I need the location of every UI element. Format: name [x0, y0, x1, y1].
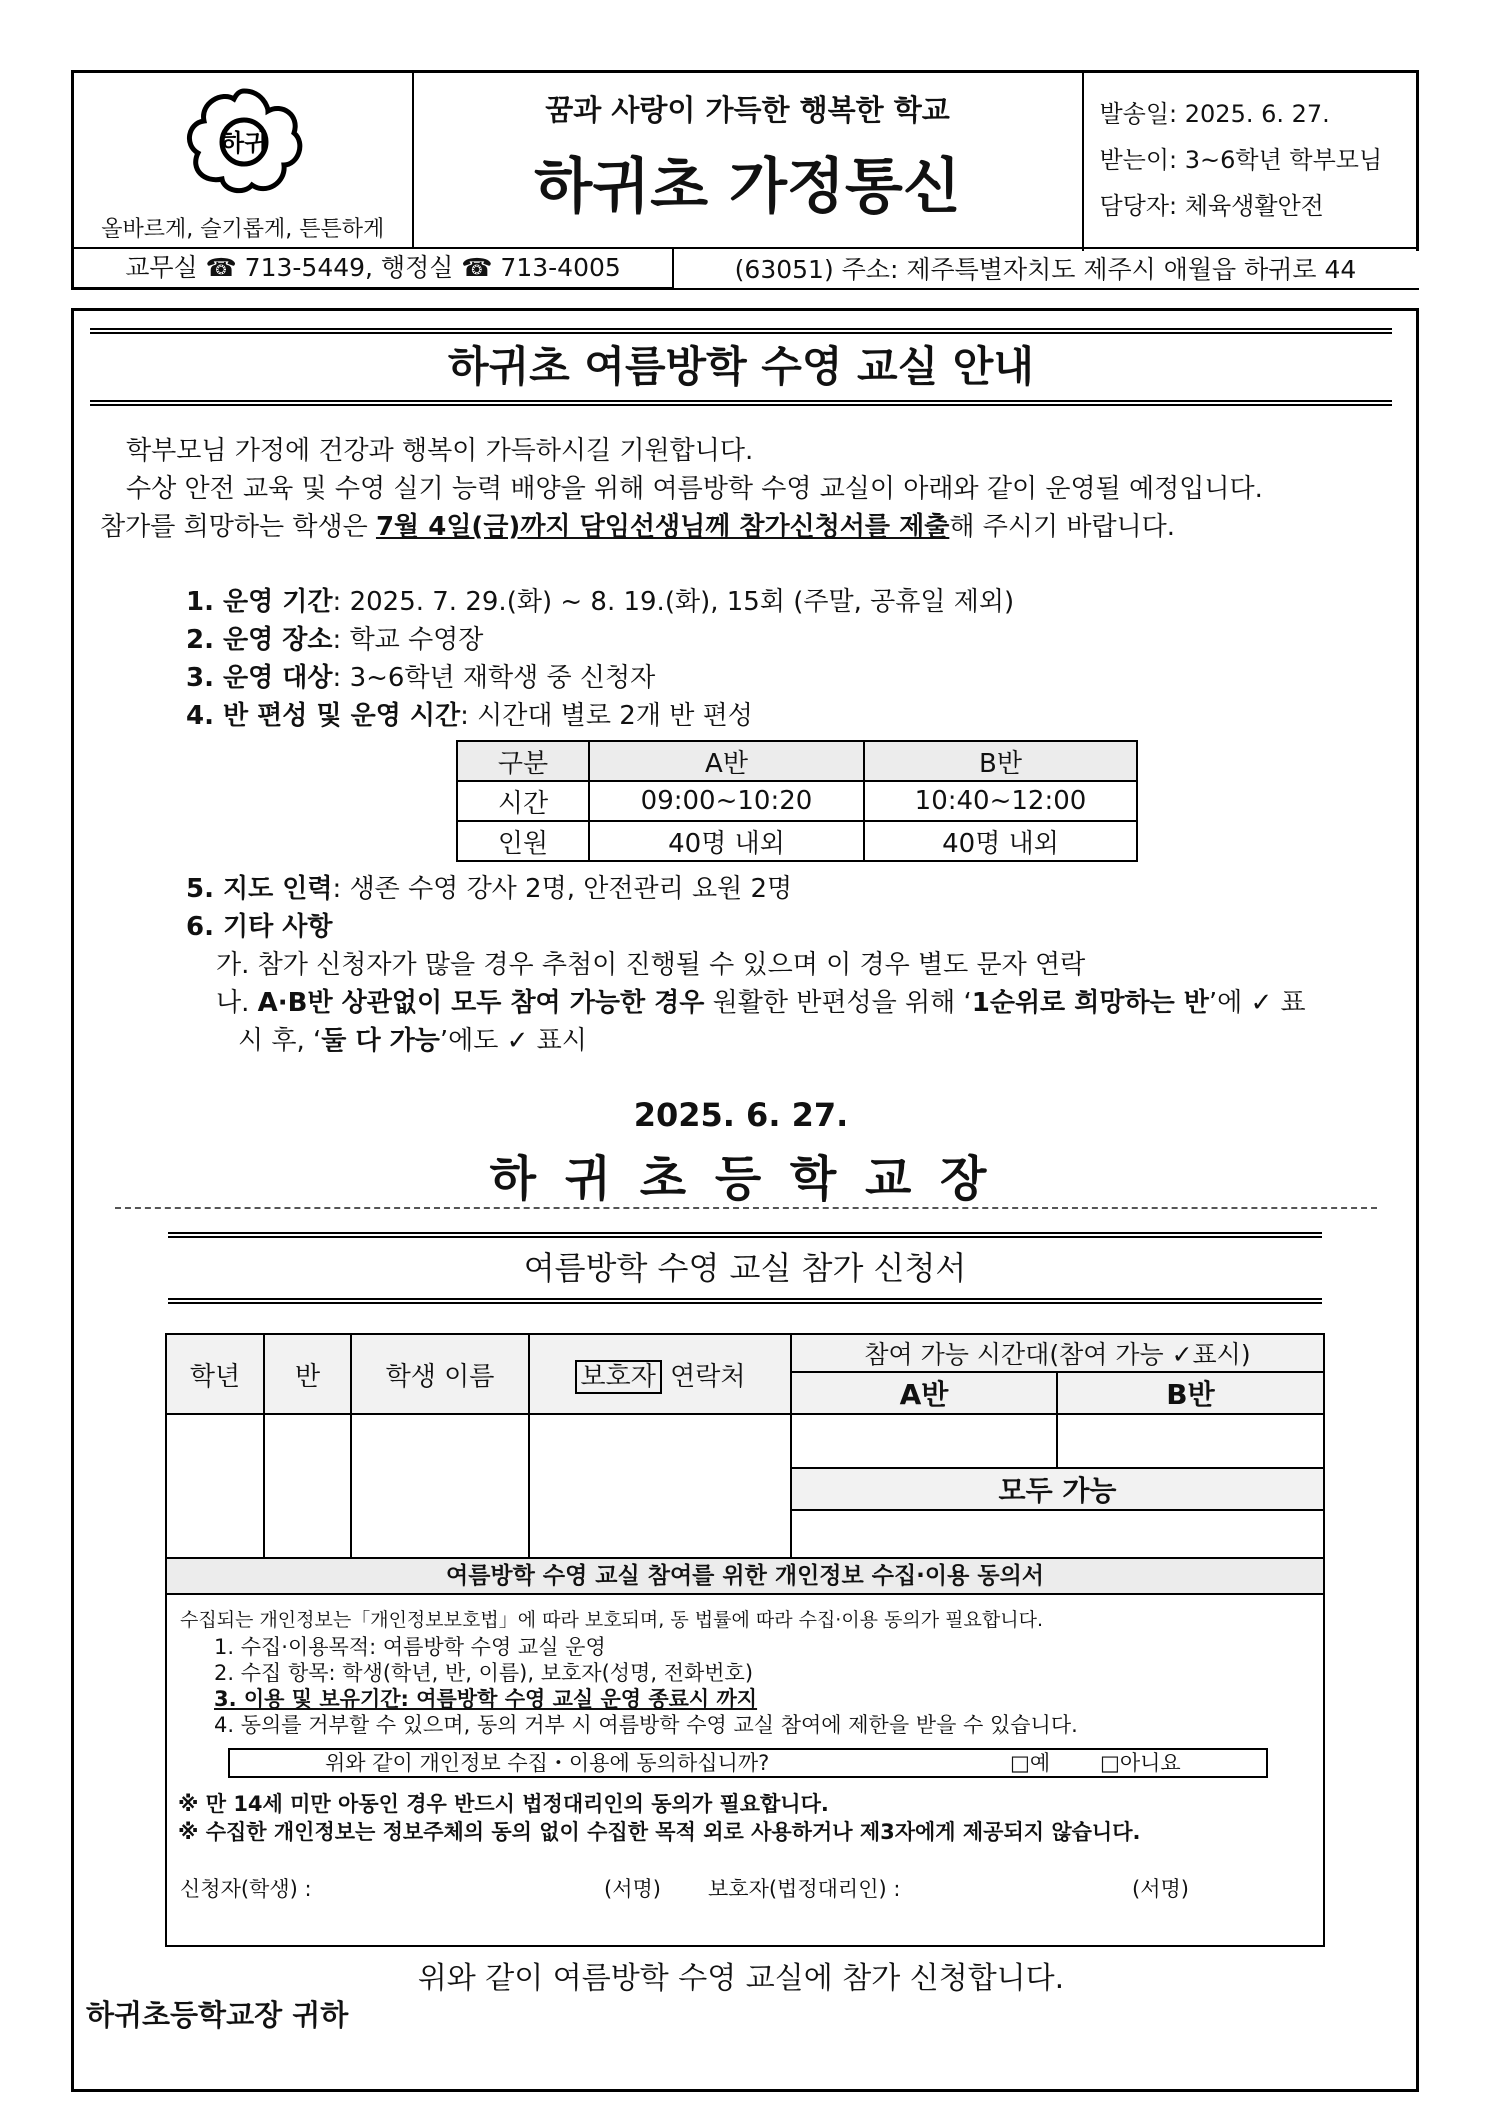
logo-cell — [73, 72, 413, 248]
intro-line-1: 학부모님 가정에 건강과 행복이 가득하시길 기원합니다. — [126, 436, 754, 466]
col-class: 반 — [264, 1334, 351, 1414]
class-input[interactable] — [264, 1414, 351, 1562]
b-check-cell[interactable] — [1057, 1414, 1324, 1468]
etc-sub-a: 가. 참가 신청자가 많을 경우 추첨이 진행될 수 있으며 이 경우 별도 문자 연락 — [216, 950, 1086, 980]
name-input[interactable] — [351, 1414, 529, 1562]
application-title: 여름방학 수영 교실 참가 신청서 — [523, 1249, 967, 1287]
item-text: : 3~6학년 재학생 중 신청자 — [332, 663, 656, 693]
consent-items — [214, 1634, 1078, 1738]
info-list — [186, 583, 1014, 735]
item-label: 1. 운영 기간 — [186, 587, 333, 617]
item-text: : 학교 수영장 — [332, 625, 484, 655]
table-cell: 40명 내외 — [589, 821, 864, 861]
item-label: 3. 운영 대상 — [186, 663, 333, 693]
table-cell: 10:40~12:00 — [864, 781, 1137, 821]
guardian-rest: 연락처 — [661, 1361, 746, 1392]
info-item-etc — [186, 908, 792, 946]
consent-yes[interactable]: □예 — [1010, 1751, 1051, 1775]
etc-sub-b — [216, 984, 1306, 1022]
application-table — [165, 1333, 1325, 1563]
sub-b2-pre: 시 후, ‘ — [238, 1026, 322, 1056]
notice-title: 하귀초 여름방학 수영 교실 안내 — [448, 342, 1034, 391]
guardian-sign[interactable]: (서명) — [1132, 1877, 1189, 1901]
col-time: 참여 가능 시간대(참여 가능 ✓표시) — [791, 1334, 1324, 1372]
sub-b-mid: 원활한 반편성을 위해 ‘ — [704, 988, 972, 1018]
info-list-2 — [186, 870, 792, 946]
col-grade: 학년 — [166, 1334, 264, 1414]
consent-intro: 수집되는 개인정보는「개인정보보호법」에 따라 보호되며, 동 법률에 따라 수집·이용 동의가 필요합니다. — [180, 1609, 1043, 1631]
divider — [672, 251, 674, 288]
phone-numbers: 교무실 ☎ 713-5449, 행정실 ☎ 713-4005 — [74, 249, 674, 287]
table-cell: 시간 — [457, 781, 589, 821]
issue-date: 발송일: 2025. 6. 27. — [1099, 99, 1330, 128]
sub-b-pre: 나. — [216, 988, 258, 1018]
addressee: 하귀초등학교장 귀하 — [86, 1998, 349, 2032]
title-rule-top — [90, 328, 1392, 334]
schedule-table — [456, 740, 1138, 862]
col-a: A반 — [791, 1372, 1057, 1414]
consent-note: ※ 수집한 개인정보는 정보주체의 동의 없이 수집한 목적 외로 사용하거나 제3자에게 제공되지 않습니다. — [178, 1820, 1141, 1844]
consent-note: ※ 만 14세 미만 아동인 경우 반드시 법정대리인의 동의가 필요합니다. — [178, 1792, 829, 1816]
table-cell: 40명 내외 — [864, 821, 1137, 861]
applicant-label: 신청자(학생) : — [180, 1877, 312, 1901]
application-statement: 위와 같이 여름방학 수영 교실에 참가 신청합니다. — [417, 1961, 1065, 1996]
school-motto: 올바르게, 슬기롭게, 튼튼하게 — [101, 216, 385, 242]
guardian-box: 보호자 — [575, 1360, 662, 1394]
intro-line-2: 수상 안전 교육 및 수영 실기 능력 배양을 위해 여름방학 수영 교실이 아래와 같이 운영될 예정입니다. — [126, 474, 1263, 504]
intro-pre: 참가를 희망하는 학생은 — [100, 512, 376, 542]
info-item-target — [186, 659, 1014, 697]
title-cell — [413, 72, 1083, 248]
consent-question-box — [228, 1748, 1268, 1778]
consent-no[interactable]: □아니요 — [1100, 1751, 1181, 1775]
school-emblem-icon — [182, 87, 306, 197]
guardian-phone-input[interactable] — [529, 1414, 791, 1562]
item-text: : 생존 수영 강사 2명, 안전관리 요원 2명 — [332, 874, 793, 904]
both-check-cell[interactable] — [791, 1510, 1324, 1562]
app-rule-bottom — [168, 1298, 1322, 1304]
info-item-classes — [186, 697, 1014, 735]
info-item-period — [186, 583, 1014, 621]
manager: 담당자: 체육생활안전 — [1099, 191, 1324, 220]
table-header: B반 — [864, 741, 1137, 781]
sub-b-bold: A·B반 상관없이 모두 참여 가능한 경우 — [257, 988, 705, 1018]
info-item-staff — [186, 870, 792, 908]
emblem-text: 하귀 — [220, 129, 268, 157]
newsletter-title: 하귀초 가정통신 — [534, 152, 961, 223]
guardian-label: 보호자(법정대리인) : — [708, 1877, 901, 1901]
issue-info — [1083, 72, 1418, 248]
info-item-place — [186, 621, 1014, 659]
a-check-cell[interactable] — [791, 1414, 1057, 1468]
col-both: 모두 가능 — [791, 1468, 1324, 1510]
recipient: 받는이: 3~6학년 학부모님 — [1099, 145, 1383, 174]
table-cell: 인원 — [457, 821, 589, 861]
item-label: 4. 반 편성 및 운영 시간 — [186, 701, 461, 731]
item-label: 6. 기타 사항 — [186, 912, 333, 942]
item-text: : 2025. 7. 29.(화) ~ 8. 19.(화), 15회 (주말, 공휴일 제외) — [332, 587, 1015, 617]
deadline-highlight: 7월 4일(금)까지 담임선생님께 참가신청서를 제출 — [375, 512, 950, 542]
sub-b2-post: ’에도 ✓ 표시 — [439, 1026, 587, 1056]
sub-b-post: ’에 ✓ 표 — [1208, 988, 1306, 1018]
cut-line — [115, 1207, 1377, 1209]
table-header: 구분 — [457, 741, 589, 781]
col-name: 학생 이름 — [351, 1334, 529, 1414]
consent-item: 1. 수집·이용목적: 여름방학 수영 교실 운영 — [214, 1635, 606, 1659]
applicant-sign[interactable]: (서명) — [604, 1877, 661, 1901]
consent-item: 3. 이용 및 보유기간: 여름방학 수영 교실 운영 종료시 까지 — [214, 1687, 758, 1711]
table-header: A반 — [589, 741, 864, 781]
item-label: 5. 지도 인력 — [186, 874, 333, 904]
grade-input[interactable] — [166, 1414, 264, 1562]
sub-b2-bold: 둘 다 가능 — [321, 1026, 440, 1056]
col-guardian — [529, 1334, 791, 1414]
intro-post: 해 주시기 바랍니다. — [949, 512, 1176, 542]
slogan: 꿈과 사랑이 가득한 행복한 학교 — [545, 93, 950, 128]
intro-line-3 — [100, 508, 1175, 546]
col-b: B반 — [1057, 1372, 1324, 1414]
item-text: : 시간대 별로 2개 반 편성 — [460, 701, 753, 731]
consent-item: 4. 동의를 거부할 수 있으며, 동의 거부 시 여름방학 수영 교실 참여에 제한을 받을 수 있습니다. — [214, 1713, 1078, 1737]
notice-date: 2025. 6. 27. — [633, 1096, 849, 1134]
title-rule-bottom — [90, 400, 1392, 406]
consent-question: 위와 같이 개인정보 수집・이용에 동의하십니까? — [325, 1751, 770, 1775]
consent-title: 여름방학 수영 교실 참여를 위한 개인정보 수집·이용 동의서 — [165, 1557, 1325, 1595]
school-address: (63051) 주소: 제주특별자치도 제주시 애월읍 하귀로 44 — [672, 251, 1419, 288]
consent-item: 2. 수집 항목: 학생(학년, 반, 이름), 보호자(성명, 전화번호) — [214, 1661, 754, 1685]
item-label: 2. 운영 장소 — [186, 625, 333, 655]
etc-sub-b-cont — [238, 1022, 587, 1060]
consent-notes — [178, 1790, 1140, 1846]
table-cell: 09:00~10:20 — [589, 781, 864, 821]
principal-name: 하 귀 초 등 학 교 장 — [489, 1151, 993, 1207]
sub-b-bold-2: 1순위로 희망하는 반 — [971, 988, 1209, 1018]
